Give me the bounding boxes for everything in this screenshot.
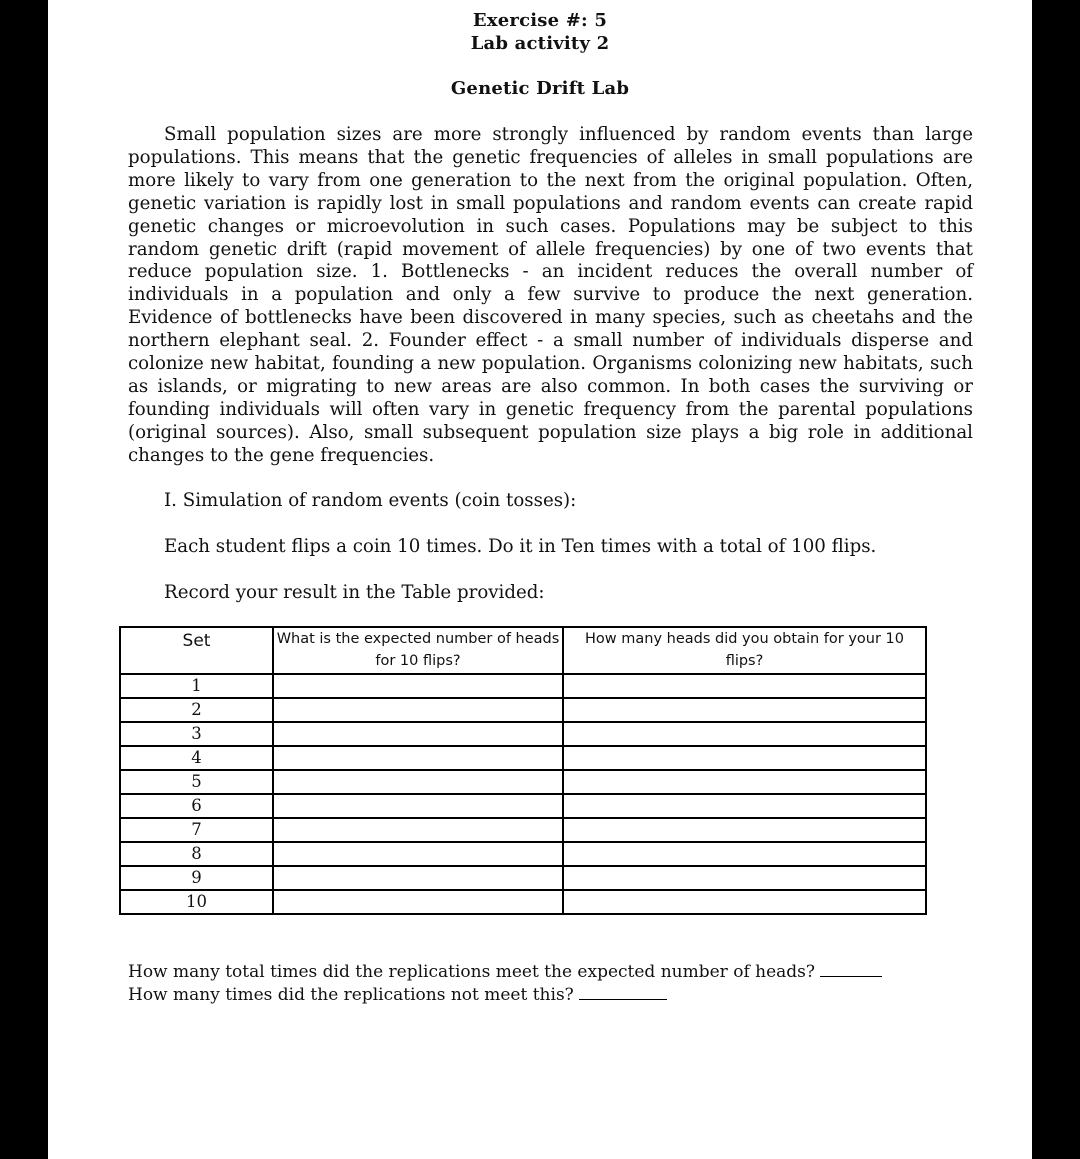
table-row <box>120 722 926 746</box>
expected-heads-cell[interactable] <box>273 770 563 794</box>
obtained-heads-cell[interactable] <box>563 818 926 842</box>
set-number-cell: 10 <box>120 890 273 914</box>
column-header-obtained: How many heads did you obtain for your 10 flips? <box>563 627 926 674</box>
results-table <box>119 626 927 915</box>
lab-title: Genetic Drift Lab <box>450 78 630 99</box>
set-number-cell: 2 <box>120 698 273 722</box>
table-header-row <box>120 627 926 674</box>
table-row <box>120 698 926 722</box>
table-row <box>120 794 926 818</box>
section-heading: I. Simulation of random events (coin tosses): <box>164 490 577 511</box>
obtained-heads-cell[interactable] <box>563 722 926 746</box>
question-met-expected <box>128 960 882 983</box>
question-not-met-text: How many times did the replications not meet this? <box>128 985 574 1005</box>
instruction-text: Each student flips a coin 10 times. Do it in Ten times with a total of 100 flips. <box>164 536 877 557</box>
expected-heads-cell[interactable] <box>273 674 563 698</box>
obtained-heads-cell[interactable] <box>563 746 926 770</box>
answer-blank-not-met[interactable] <box>579 983 667 1000</box>
intro-paragraph: Small population sizes are more strongly influenced by random events than large populations. This means that the genetic frequencies of alleles in small populations are more likely to vary from one generation to the next from the original population. Often, genetic variation is rapidly lost in small populations and random events can create rapid genetic changes or microevolution in such cases. Populations may be subject to this random genetic drift (rapid movement of allele frequencies) by one of two events that reduce population size. 1. Bottlenecks - an incident reduces the overall number of individuals in a population and only a few survive to produce the next generation. Evidence of bottlenecks have been discovered in many species, such as cheetahs and the northern elephant seal. 2. Founder effect - a small number of individuals disperse and colonize new habitat, founding a new population. Organisms colonizing new habitats, such as islands, or migrating to new areas are also common. In both cases the surviving or founding individuals will often vary in genetic frequency from the parental populations (original sources). Also, small subsequent population size plays a big role in additional changes to the gene frequencies. <box>128 124 973 466</box>
set-number-cell: 4 <box>120 746 273 770</box>
set-number-cell: 9 <box>120 866 273 890</box>
exercise-number: Exercise #: 5 <box>472 10 608 31</box>
obtained-heads-cell[interactable] <box>563 794 926 818</box>
expected-heads-cell[interactable] <box>273 698 563 722</box>
expected-heads-cell[interactable] <box>273 842 563 866</box>
column-header-expected: What is the expected number of heads for 10 flips? <box>273 627 563 674</box>
expected-heads-cell[interactable] <box>273 722 563 746</box>
table-row <box>120 890 926 914</box>
set-number-cell: 5 <box>120 770 273 794</box>
obtained-heads-cell[interactable] <box>563 770 926 794</box>
obtained-heads-cell[interactable] <box>563 842 926 866</box>
activity-title: Lab activity 2 <box>470 33 610 54</box>
expected-heads-cell[interactable] <box>273 890 563 914</box>
set-number-cell: 8 <box>120 842 273 866</box>
obtained-heads-cell[interactable] <box>563 698 926 722</box>
followup-questions <box>128 960 882 1006</box>
table-row <box>120 866 926 890</box>
table-row <box>120 746 926 770</box>
expected-heads-cell[interactable] <box>273 866 563 890</box>
table-row <box>120 818 926 842</box>
table-row <box>120 842 926 866</box>
record-instruction: Record your result in the Table provided: <box>164 582 545 603</box>
set-number-cell: 3 <box>120 722 273 746</box>
set-number-cell: 1 <box>120 674 273 698</box>
column-header-set: Set <box>120 627 273 674</box>
question-not-met <box>128 983 882 1006</box>
obtained-heads-cell[interactable] <box>563 866 926 890</box>
expected-heads-cell[interactable] <box>273 746 563 770</box>
expected-heads-cell[interactable] <box>273 818 563 842</box>
obtained-heads-cell[interactable] <box>563 674 926 698</box>
table-row <box>120 674 926 698</box>
table-row <box>120 770 926 794</box>
set-number-cell: 7 <box>120 818 273 842</box>
answer-blank-met[interactable] <box>820 960 882 977</box>
question-met-expected-text: How many total times did the replications meet the expected number of heads? <box>128 962 816 982</box>
set-number-cell: 6 <box>120 794 273 818</box>
expected-heads-cell[interactable] <box>273 794 563 818</box>
obtained-heads-cell[interactable] <box>563 890 926 914</box>
